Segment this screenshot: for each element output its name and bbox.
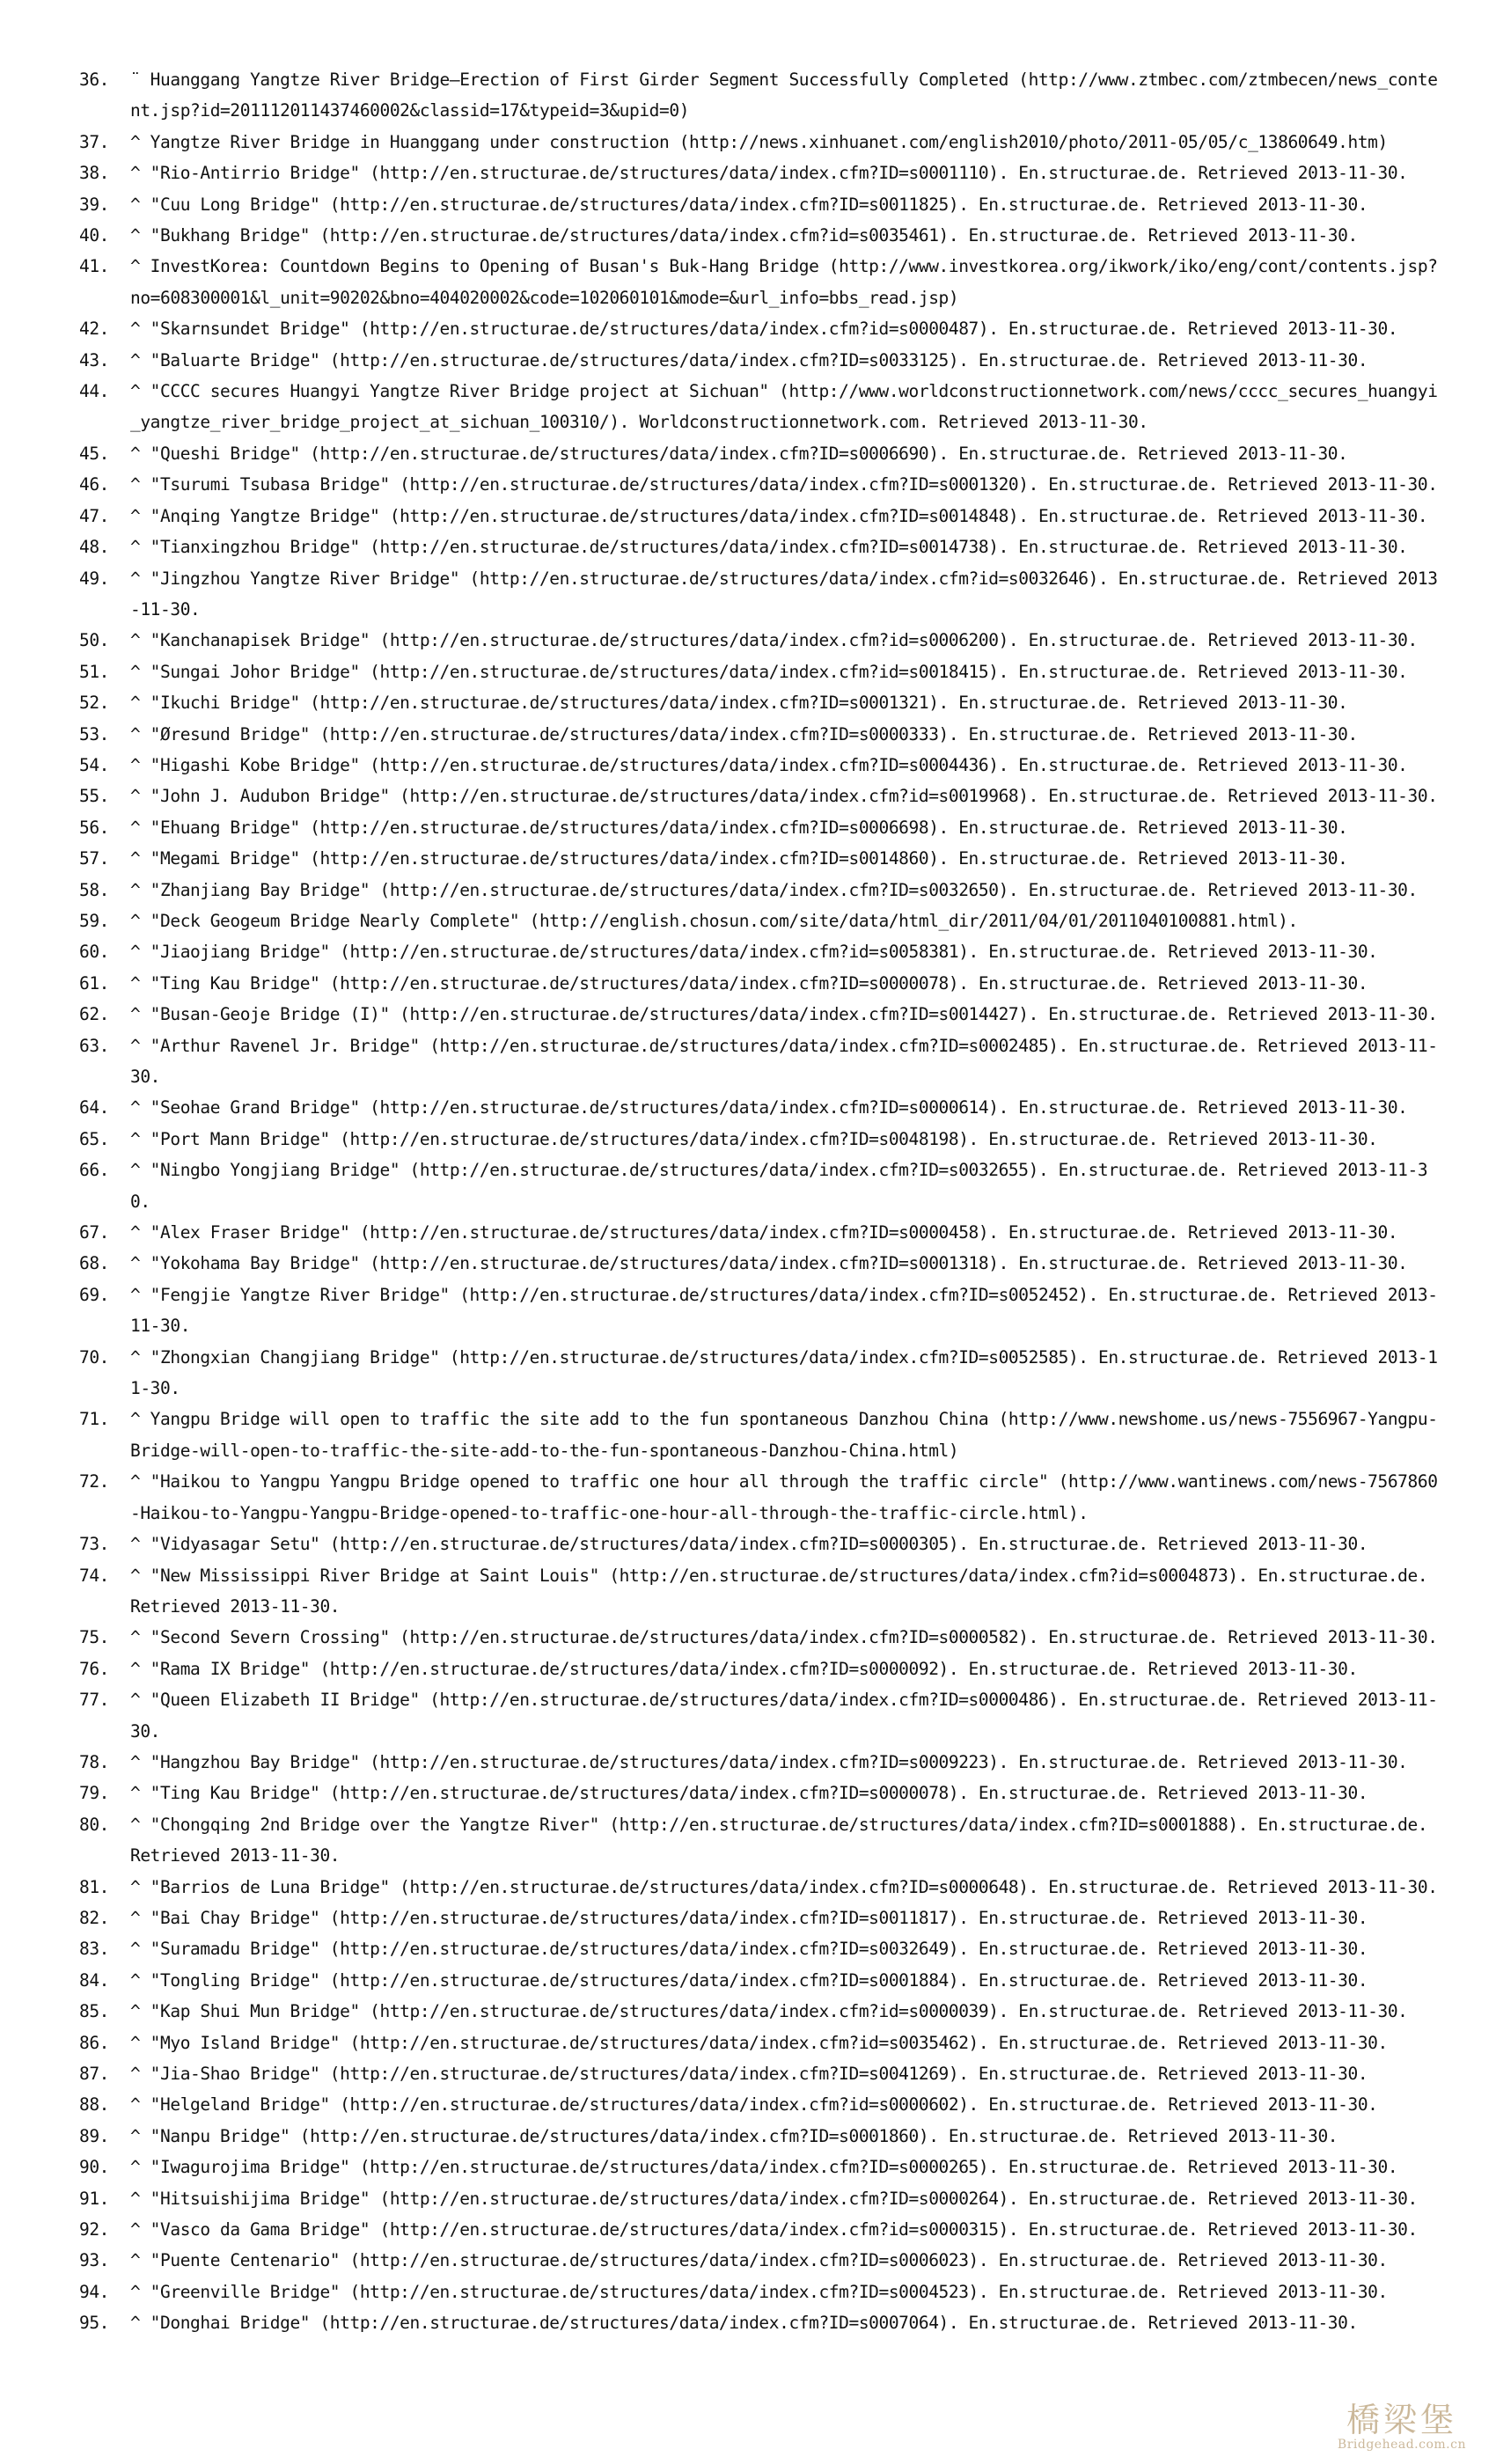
reference-item (74, 1654, 1447, 1684)
reference-item (74, 2121, 1447, 2152)
reference-text[interactable]: ^ "Ting Kau Bridge" (http://en.structurae.de/structures/data/index.cfm?ID=s0000078). En.structurae.de. Retrieved 2013-11-30. (130, 1783, 1368, 1804)
reference-text[interactable]: ^ "Sungai Johor Bridge" (http://en.structurae.de/structures/data/index.cfm?id=s0018415). En.structurae.de. Retrieved 2013-11-30. (130, 661, 1408, 682)
reference-number: 45. (79, 443, 110, 464)
reference-item (74, 2307, 1447, 2338)
reference-item (74, 189, 1447, 220)
reference-number: 79. (79, 1783, 110, 1804)
reference-item (74, 625, 1447, 656)
reference-item (74, 1903, 1447, 1933)
reference-item (74, 2277, 1447, 2307)
reference-text[interactable]: ^ "Yokohama Bay Bridge" (http://en.structurae.de/structures/data/index.cfm?ID=s0001318). En.structurae.de. Retrieved 2013-11-30. (130, 1253, 1408, 1274)
reference-item (74, 313, 1447, 344)
reference-text[interactable]: ^ "Alex Fraser Bridge" (http://en.structurae.de/structures/data/index.cfm?ID=s0000458). En.structurae.de. Retrieved 2013-11-30. (130, 1222, 1398, 1243)
reference-item (74, 1248, 1447, 1279)
reference-text[interactable]: ^ "Donghai Bridge" (http://en.structurae.de/structures/data/index.cfm?ID=s0007064). En.structurae.de. Retrieved 2013-11-30. (130, 2313, 1358, 2334)
reference-number: 85. (79, 2001, 110, 2022)
reference-number: 88. (79, 2094, 110, 2116)
reference-item (74, 64, 1447, 127)
reference-number: 49. (79, 568, 110, 589)
reference-item (74, 2152, 1447, 2182)
reference-item (74, 2089, 1447, 2120)
reference-number: 59. (79, 910, 110, 931)
reference-text[interactable]: ^ "Kanchanapisek Bridge" (http://en.structurae.de/structures/data/index.cfm?id=s0006200). En.structurae.de. Retrieved 2013-11-30. (130, 630, 1418, 651)
reference-text[interactable]: ^ "Tianxingzhou Bridge" (http://en.structurae.de/structures/data/index.cfm?ID=s0014738). En.structurae.de. Retrieved 2013-11-30. (130, 537, 1408, 558)
reference-text[interactable]: ^ InvestKorea: Countdown Begins to Opening of Busan's Buk-Hang Bridge (http://www.investkorea.org/ikwork/iko/eng/cont/contents.jsp? no=608300001&l_unit=90202&bno=404020002&code=102060101&mode=&url_info=bbs_read.jsp) (130, 256, 1438, 308)
reference-number: 61. (79, 972, 110, 994)
reference-item (74, 812, 1447, 843)
reference-number: 82. (79, 1907, 110, 1928)
reference-text[interactable]: ^ "Queshi Bridge" (http://en.structurae.de/structures/data/index.cfm?ID=s0006690). En.structurae.de. Retrieved 2013-11-30. (130, 443, 1348, 464)
reference-number: 87. (79, 2064, 110, 2084)
reference-item (74, 1809, 1447, 1872)
reference-text[interactable]: ^ "Hitsuishijima Bridge" (http://en.structurae.de/structures/data/index.cfm?ID=s0000264). En.structurae.de. Retrieved 2013-11-30. (130, 2188, 1418, 2209)
reference-number: 74. (79, 1565, 110, 1586)
reference-item (74, 2214, 1447, 2245)
reference-text[interactable]: ^ "Jia-Shao Bridge" (http://en.structurae.de/structures/data/index.cfm?ID=s0041269). En.structurae.de. Retrieved 2013-11-30. (130, 2064, 1368, 2084)
reference-number: 86. (79, 2032, 110, 2053)
reference-item (74, 251, 1447, 313)
reference-number: 72. (79, 1471, 110, 1492)
reference-item (74, 719, 1447, 750)
reference-number: 94. (79, 2281, 110, 2302)
reference-item (74, 1747, 1447, 1778)
reference-number: 95. (79, 2313, 110, 2334)
reference-text[interactable]: ^ "Cuu Long Bridge" (http://en.structurae.de/structures/data/index.cfm?ID=s0011825). En.structurae.de. Retrieved 2013-11-30. (130, 194, 1368, 215)
reference-number: 38. (79, 163, 110, 184)
reference-text[interactable]: ^ "New Mississippi River Bridge at Saint Louis" (http://en.structurae.de/structures/data/index.cfm?id=s0004873). En.structurae.de. Retrieved 2013-11-30. (130, 1565, 1428, 1617)
reference-text[interactable]: ^ "Helgeland Bridge" (http://en.structurae.de/structures/data/index.cfm?id=s0000602). En.structurae.de. Retrieved 2013-11-30. (130, 2094, 1378, 2116)
reference-text[interactable]: ^ "Anqing Yangtze Bridge" (http://en.structurae.de/structures/data/index.cfm?ID=s0014848). En.structurae.de. Retrieved 2013-11-30. (130, 505, 1428, 526)
reference-number: 83. (79, 1939, 110, 1960)
reference-item (74, 2183, 1447, 2214)
reference-item (74, 1965, 1447, 1996)
reference-item (74, 158, 1447, 188)
reference-text[interactable]: ^ "Haikou to Yangpu Yangpu Bridge opened to traffic one hour all through the traffic circle" (http://www.wantinews.com/news-7567860-Haikou-to-Yangpu-Yangpu-Bridge-opened-to-traffic-one-hour-all-through-the-traffic-circle.html). (130, 1471, 1438, 1523)
reference-item (74, 469, 1447, 500)
reference-item (74, 1996, 1447, 2027)
reference-text[interactable]: ^ "Nanpu Bridge" (http://en.structurae.de/structures/data/index.cfm?ID=s0001860). En.structurae.de. Retrieved 2013-11-30. (130, 2125, 1338, 2146)
reference-item (74, 127, 1447, 158)
reference-item (74, 1466, 1447, 1529)
reference-number: 52. (79, 693, 110, 714)
reference-number: 60. (79, 942, 110, 963)
reference-text[interactable]: ¨ Huanggang Yangtze River Bridge—Erection of First Girder Segment Successfully Completed (http://www.ztmbec.com/ztmbecen/news_content.jsp?id=201112011437460002&classid=17&typeid=3&upid=0) (130, 70, 1438, 121)
reference-item (74, 1342, 1447, 1404)
reference-number: 44. (79, 381, 110, 402)
reference-item (74, 2028, 1447, 2058)
reference-item (74, 1778, 1447, 1808)
reference-number: 53. (79, 723, 110, 744)
reference-item (74, 936, 1447, 967)
reference-text[interactable]: ^ Yangtze River Bridge in Huanggang under construction (http://news.xinhuanet.com/english2010/photo/2011-05/05/c_13860649.htm) (130, 131, 1388, 152)
reference-item (74, 1280, 1447, 1342)
reference-item (74, 656, 1447, 687)
reference-number: 93. (79, 2250, 110, 2271)
watermark-logo (1338, 2402, 1466, 2452)
reference-number: 42. (79, 319, 110, 340)
reference-number: 76. (79, 1658, 110, 1679)
reference-text[interactable]: ^ "Ningbo Yongjiang Bridge" (http://en.structurae.de/structures/data/index.cfm?ID=s0032655). En.structurae.de. Retrieved 2013-11-30. (130, 1160, 1428, 1212)
reference-number: 63. (79, 1035, 110, 1056)
reference-number: 64. (79, 1097, 110, 1118)
reference-item (74, 1933, 1447, 1964)
reference-text[interactable]: ^ "Busan-Geoje Bridge (I)" (http://en.structurae.de/structures/data/index.cfm?ID=s0014427). En.structurae.de. Retrieved 2013-11-30. (130, 1004, 1438, 1025)
reference-item (74, 2245, 1447, 2276)
reference-text[interactable]: ^ "John J. Audubon Bridge" (http://en.structurae.de/structures/data/index.cfm?id=s0019968). En.structurae.de. Retrieved 2013-11-30. (130, 786, 1438, 807)
reference-item (74, 1404, 1447, 1466)
reference-number: 54. (79, 754, 110, 775)
reference-item (74, 999, 1447, 1030)
reference-text[interactable]: ^ "Port Mann Bridge" (http://en.structurae.de/structures/data/index.cfm?ID=s0048198). En.structurae.de. Retrieved 2013-11-30. (130, 1128, 1378, 1149)
reference-number: 62. (79, 1004, 110, 1025)
reference-item (74, 1155, 1447, 1217)
reference-text[interactable]: ^ "Arthur Ravenel Jr. Bridge" (http://en.structurae.de/structures/data/index.cfm?ID=s0002485). En.structurae.de. Retrieved 2013-11-30. (130, 1035, 1438, 1087)
reference-item (74, 563, 1447, 626)
reference-number: 46. (79, 474, 110, 495)
reference-text[interactable]: ^ "Bai Chay Bridge" (http://en.structurae.de/structures/data/index.cfm?ID=s0011817). En.structurae.de. Retrieved 2013-11-30. (130, 1907, 1368, 1928)
reference-item (74, 687, 1447, 718)
reference-item (74, 1030, 1447, 1093)
reference-item (74, 906, 1447, 936)
reference-text[interactable]: ^ "Megami Bridge" (http://en.structurae.de/structures/data/index.cfm?ID=s0014860). En.structurae.de. Retrieved 2013-11-30. (130, 848, 1348, 869)
reference-item (74, 501, 1447, 532)
reference-item (74, 1124, 1447, 1155)
reference-number: 56. (79, 817, 110, 838)
reference-text[interactable]: ^ "Baluarte Bridge" (http://en.structurae.de/structures/data/index.cfm?ID=s0033125). En.structurae.de. Retrieved 2013-11-30. (130, 349, 1368, 370)
reference-number: 51. (79, 661, 110, 682)
reference-text[interactable]: ^ Yangpu Bridge will open to traffic the site add to the fun spontaneous Danzhou China (http://www.newshome.us/news-7556967-Yangpu-Bridge-will-open-to-traffic-the-site-add-to-the-fun-spontaneous-Danzhou-China.html) (130, 1409, 1438, 1461)
reference-number: 50. (79, 630, 110, 651)
reference-text[interactable]: ^ "Ting Kau Bridge" (http://en.structurae.de/structures/data/index.cfm?ID=s0000078). En.structurae.de. Retrieved 2013-11-30. (130, 972, 1368, 994)
reference-text[interactable]: ^ "Tongling Bridge" (http://en.structurae.de/structures/data/index.cfm?ID=s0001884). En.structurae.de. Retrieved 2013-11-30. (130, 1969, 1368, 1991)
reference-text[interactable]: ^ "Tsurumi Tsubasa Bridge" (http://en.structurae.de/structures/data/index.cfm?ID=s0001320). En.structurae.de. Retrieved 2013-11-30. (130, 474, 1438, 495)
reference-item (74, 875, 1447, 906)
reference-number: 67. (79, 1222, 110, 1243)
reference-text[interactable]: ^ "Ikuchi Bridge" (http://en.structurae.de/structures/data/index.cfm?ID=s0001321). En.structurae.de. Retrieved 2013-11-30. (130, 693, 1348, 714)
reference-text[interactable]: ^ "Bukhang Bridge" (http://en.structurae.de/structures/data/index.cfm?id=s0035461). En.structurae.de. Retrieved 2013-11-30. (130, 225, 1358, 246)
reference-number: 77. (79, 1690, 110, 1711)
reference-number: 90. (79, 2157, 110, 2178)
reference-item (74, 843, 1447, 874)
reference-number: 78. (79, 1751, 110, 1772)
reference-number: 55. (79, 786, 110, 807)
reference-number: 40. (79, 225, 110, 246)
reference-number: 58. (79, 879, 110, 900)
reference-number: 70. (79, 1346, 110, 1368)
reference-number: 81. (79, 1876, 110, 1897)
reference-text[interactable]: ^ "Fengjie Yangtze River Bridge" (http://en.structurae.de/structures/data/index.cfm?ID=s0052452). En.structurae.de. Retrieved 2013-11-30. (130, 1284, 1438, 1337)
reference-text[interactable]: ^ "Myo Island Bridge" (http://en.structurae.de/structures/data/index.cfm?id=s0035462). En.structurae.de. Retrieved 2013-11-30. (130, 2032, 1388, 2053)
reference-item (74, 1872, 1447, 1903)
reference-item (74, 1560, 1447, 1623)
reference-item (74, 2058, 1447, 2089)
reference-item (74, 1092, 1447, 1123)
reference-number: 57. (79, 848, 110, 869)
reference-number: 39. (79, 194, 110, 215)
reference-number: 84. (79, 1969, 110, 1991)
reference-number: 37. (79, 131, 110, 152)
watermark-url: Bridgehead.com.cn (1337, 2438, 1466, 2452)
reference-item (74, 1684, 1447, 1747)
reference-text[interactable]: ^ "Vidyasagar Setu" (http://en.structurae.de/structures/data/index.cfm?ID=s0000305). En.structurae.de. Retrieved 2013-11-30. (130, 1534, 1368, 1555)
reference-item (74, 781, 1447, 811)
reference-number: 75. (79, 1627, 110, 1648)
reference-text[interactable]: ^ "Suramadu Bridge" (http://en.structurae.de/structures/data/index.cfm?ID=s0032649). En.structurae.de. Retrieved 2013-11-30. (130, 1939, 1368, 1960)
reference-text[interactable]: ^ "Ehuang Bridge" (http://en.structurae.de/structures/data/index.cfm?ID=s0006698). En.structurae.de. Retrieved 2013-11-30. (130, 817, 1348, 838)
reference-text[interactable]: ^ "CCCC secures Huangyi Yangtze River Bridge project at Sichuan" (http://www.worldconstructionnetwork.com/news/cccc_secures_huangyi_yangtze_river_bridge_project_at_sichuan_100310/). Worldconstructionnetwork.com. Retrieved 2013-11-30. (130, 381, 1438, 433)
reference-text[interactable]: ^ "Zhanjiang Bay Bridge" (http://en.structurae.de/structures/data/index.cfm?ID=s0032650). En.structurae.de. Retrieved 2013-11-30. (130, 879, 1418, 900)
reference-text[interactable]: ^ "Jingzhou Yangtze River Bridge" (http://en.structurae.de/structures/data/index.cfm?id=s0032646). En.structurae.de. Retrieved 2013-11-30. (130, 568, 1438, 620)
reference-number: 92. (79, 2219, 110, 2240)
reference-item (74, 1217, 1447, 1248)
reference-text[interactable]: ^ "Barrios de Luna Bridge" (http://en.structurae.de/structures/data/index.cfm?ID=s0000648). En.structurae.de. Retrieved 2013-11-30. (130, 1876, 1438, 1897)
reference-number: 41. (79, 256, 110, 277)
reference-item (74, 438, 1447, 469)
reference-item (74, 345, 1447, 376)
reference-text[interactable]: ^ "Greenville Bridge" (http://en.structurae.de/structures/data/index.cfm?ID=s0004523). En.structurae.de. Retrieved 2013-11-30. (130, 2281, 1388, 2302)
reference-text[interactable]: ^ "Queen Elizabeth II Bridge" (http://en.structurae.de/structures/data/index.cfm?ID=s0000486). En.structurae.de. Retrieved 2013-11-30. (130, 1690, 1438, 1742)
reference-text[interactable]: ^ "Zhongxian Changjiang Bridge" (http://en.structurae.de/structures/data/index.cfm?ID=s0052585). En.structurae.de. Retrieved 2013-11-30. (130, 1346, 1438, 1399)
watermark-logo-text: 橋梁堡 (1346, 2401, 1457, 2439)
reference-text[interactable]: ^ "Higashi Kobe Bridge" (http://en.structurae.de/structures/data/index.cfm?ID=s0004436). En.structurae.de. Retrieved 2013-11-30. (130, 754, 1408, 775)
reference-number: 47. (79, 505, 110, 526)
reference-item (74, 968, 1447, 999)
reference-text[interactable]: ^ "Vasco da Gama Bridge" (http://en.structurae.de/structures/data/index.cfm?id=s0000315). En.structurae.de. Retrieved 2013-11-30. (130, 2219, 1418, 2240)
reference-number: 68. (79, 1253, 110, 1274)
reference-item (74, 532, 1447, 562)
reference-number: 69. (79, 1284, 110, 1305)
reference-text[interactable]: ^ "Puente Centenario" (http://en.structurae.de/structures/data/index.cfm?ID=s0006023). En.structurae.de. Retrieved 2013-11-30. (130, 2250, 1388, 2271)
reference-number: 80. (79, 1814, 110, 1835)
reference-text[interactable]: ^ "Rio-Antirrio Bridge" (http://en.structurae.de/structures/data/index.cfm?ID=s0001110). En.structurae.de. Retrieved 2013-11-30. (130, 163, 1408, 184)
reference-number: 91. (79, 2188, 110, 2209)
reference-number: 89. (79, 2125, 110, 2146)
reference-number: 71. (79, 1409, 110, 1430)
reference-text[interactable]: ^ "Deck Geogeum Bridge Nearly Complete" (http://english.chosun.com/site/data/html_dir/2011/04/01/2011040100881.html). (130, 910, 1298, 931)
reference-list (74, 64, 1447, 2339)
reference-text[interactable]: ^ "Kap Shui Mun Bridge" (http://en.structurae.de/structures/data/index.cfm?id=s0000039). En.structurae.de. Retrieved 2013-11-30. (130, 2001, 1408, 2022)
reference-text[interactable]: ^ "Rama IX Bridge" (http://en.structurae.de/structures/data/index.cfm?ID=s0000092). En.structurae.de. Retrieved 2013-11-30. (130, 1658, 1358, 1679)
reference-text[interactable]: ^ "Jiaojiang Bridge" (http://en.structurae.de/structures/data/index.cfm?id=s0058381). En.structurae.de. Retrieved 2013-11-30. (130, 942, 1378, 963)
reference-item (74, 376, 1447, 438)
reference-item (74, 1529, 1447, 1559)
reference-number: 48. (79, 537, 110, 558)
reference-number: 73. (79, 1534, 110, 1555)
reference-number: 66. (79, 1160, 110, 1181)
reference-text[interactable]: ^ "Second Severn Crossing" (http://en.structurae.de/structures/data/index.cfm?ID=s0000582). En.structurae.de. Retrieved 2013-11-30. (130, 1627, 1438, 1648)
reference-number: 36. (79, 70, 110, 90)
reference-item (74, 1622, 1447, 1653)
reference-number: 43. (79, 349, 110, 370)
reference-text[interactable]: ^ "Hangzhou Bay Bridge" (http://en.structurae.de/structures/data/index.cfm?ID=s0009223). En.structurae.de. Retrieved 2013-11-30. (130, 1751, 1408, 1772)
reference-text[interactable]: ^ "Skarnsundet Bridge" (http://en.structurae.de/structures/data/index.cfm?id=s0000487). En.structurae.de. Retrieved 2013-11-30. (130, 319, 1398, 340)
reference-text[interactable]: ^ "Iwagurojima Bridge" (http://en.structurae.de/structures/data/index.cfm?ID=s0000265). En.structurae.de. Retrieved 2013-11-30. (130, 2157, 1398, 2178)
reference-text[interactable]: ^ "Seohae Grand Bridge" (http://en.structurae.de/structures/data/index.cfm?ID=s0000614). En.structurae.de. Retrieved 2013-11-30. (130, 1097, 1408, 1118)
reference-number: 65. (79, 1128, 110, 1149)
reference-item (74, 220, 1447, 251)
reference-text[interactable]: ^ "Øresund Bridge" (http://en.structurae.de/structures/data/index.cfm?ID=s0000333). En.structurae.de. Retrieved 2013-11-30. (130, 723, 1358, 744)
reference-item (74, 750, 1447, 781)
reference-text[interactable]: ^ "Chongqing 2nd Bridge over the Yangtze River" (http://en.structurae.de/structures/data/index.cfm?ID=s0001888). En.structurae.de. Retrieved 2013-11-30. (130, 1814, 1428, 1866)
